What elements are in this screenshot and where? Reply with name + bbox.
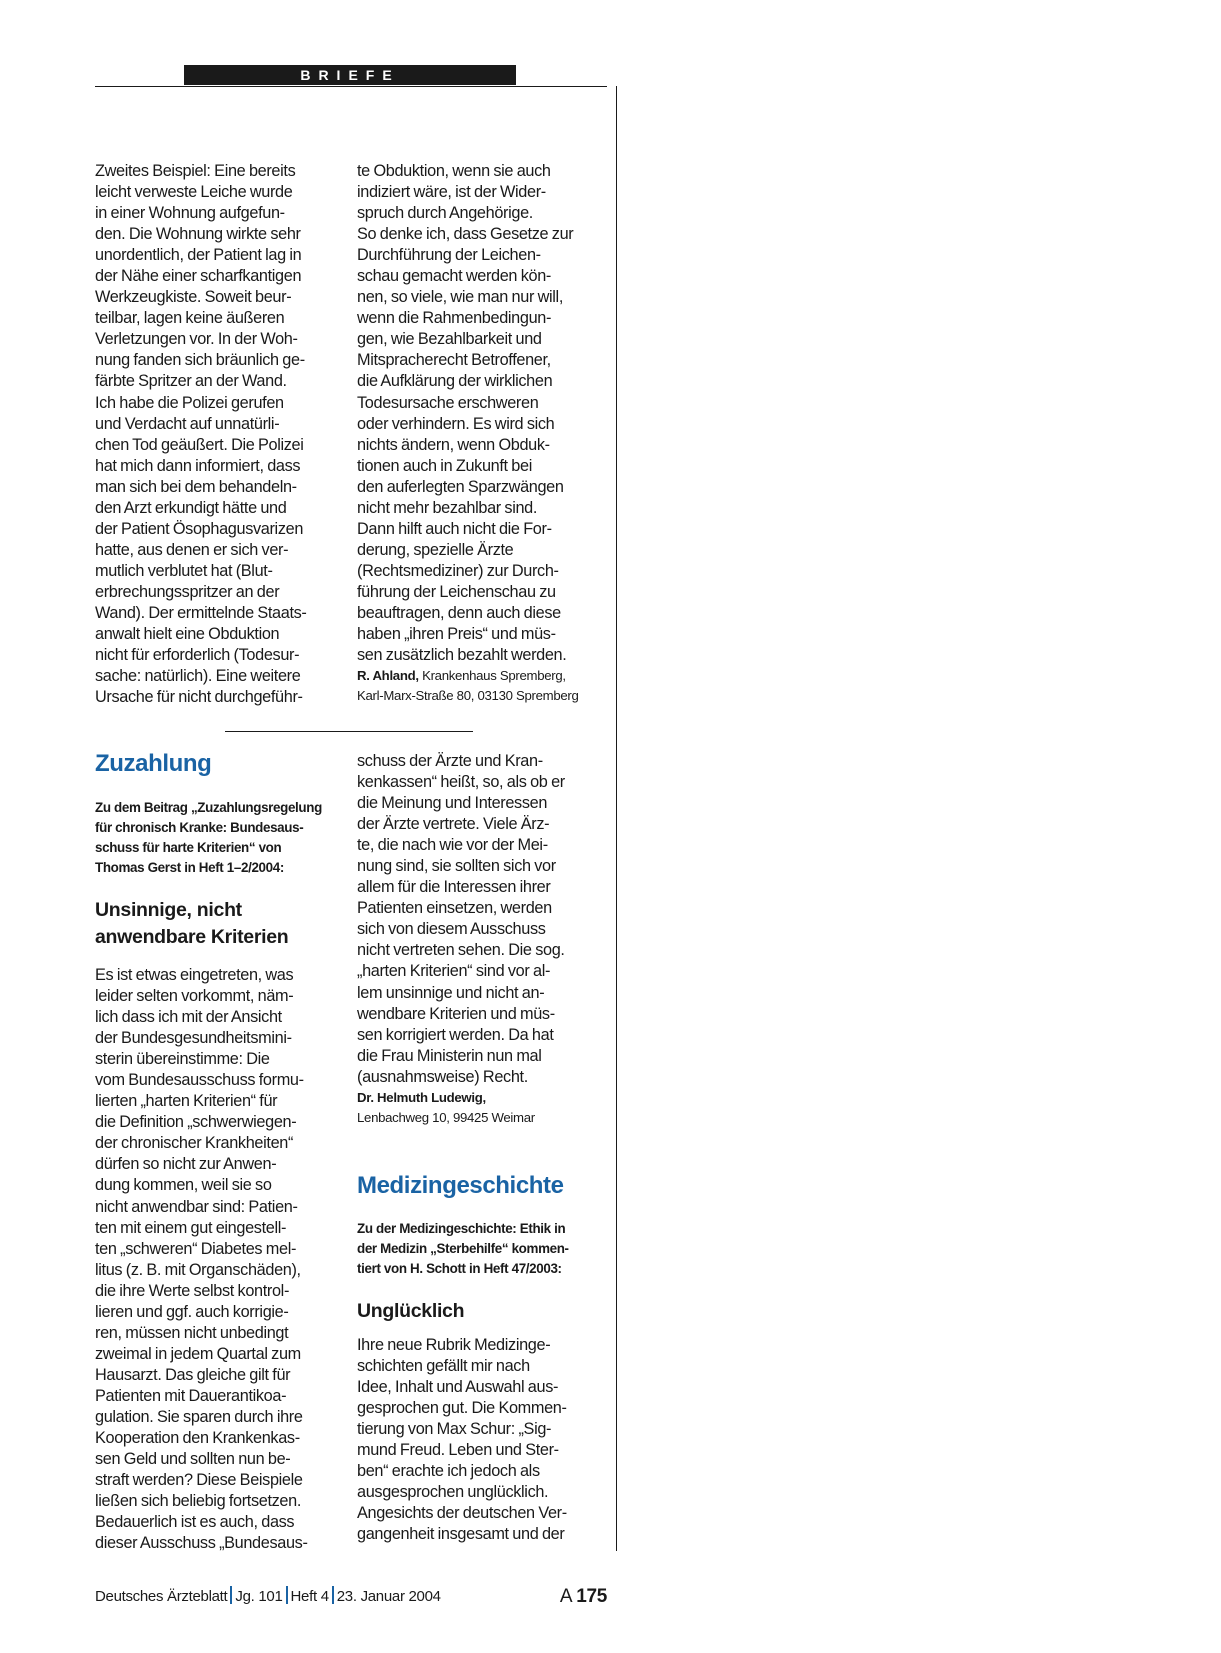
- text-line: vom Bundesausschuss formu-: [95, 1071, 304, 1090]
- letter-2-author-name: Dr. Helmuth Ludewig,: [357, 1089, 486, 1105]
- text-line: Es ist etwas eingetreten, was: [95, 966, 294, 984]
- text-line: tionen auch in Zukunft bei: [357, 456, 532, 475]
- text-line: „harten Kriterien“ sind vor al-: [357, 962, 551, 981]
- text-line: Ihre neue Rubrik Medizinge-: [357, 1336, 551, 1354]
- medizingeschichte-section: [357, 1172, 607, 1545]
- text-line: nicht für erforderlich (Todesur-: [95, 646, 300, 665]
- text-line: Ursache für nicht durchgeführ-: [95, 688, 303, 707]
- text-line: Zu der Medizingeschichte: Ethik in: [357, 1221, 566, 1236]
- text-line: der chronischer Krankheiten“: [95, 1134, 294, 1153]
- text-line: führung der Leichenschau zu: [357, 582, 556, 601]
- letter-1-text-b: [357, 161, 607, 666]
- text-line: indiziert wäre, ist der Wider-: [357, 183, 546, 202]
- text-line: nicht vertreten sehen. Die sog.: [357, 941, 565, 960]
- zuzahlung-text: [95, 965, 350, 1554]
- text-line: lieren und ggf. auch korrigie-: [95, 1302, 289, 1321]
- text-line: Patienten mit Dauerantikoa-: [95, 1386, 287, 1405]
- footer-separator: [286, 1586, 288, 1604]
- text-line: hat mich dann informiert, dass: [95, 456, 301, 475]
- section-divider: [225, 731, 473, 732]
- text-line: lem unsinnige und nicht an-: [357, 983, 545, 1002]
- text-line: Verletzungen vor. In der Woh-: [95, 330, 298, 349]
- text-line: den. Die Wohnung wirkte sehr: [95, 225, 301, 244]
- text-line: mund Freud. Leben und Ster-: [357, 1441, 559, 1460]
- letter-1-address: Karl-Marx-Straße 80, 03130 Spremberg: [357, 688, 579, 704]
- zuzahlung-title: Zuzahlung: [95, 750, 212, 777]
- text-line: der Nähe einer scharfkantigen: [95, 267, 302, 286]
- text-line: unordentlich, der Patient lag in: [95, 246, 302, 265]
- text-line: wenn die Rahmenbedingun-: [357, 309, 552, 328]
- text-line: der Ärzte vertrete. Viele Ärz-: [357, 815, 550, 834]
- text-line: nung sind, sie sollten sich vor: [357, 857, 556, 876]
- text-line: der Bundesgesundheitsmini-: [95, 1029, 292, 1048]
- text-line: So denke ich, dass Gesetze zur: [357, 225, 574, 244]
- medizingeschichte-intro: [357, 1219, 607, 1279]
- text-line: nicht anwendbar sind: Patien-: [95, 1197, 298, 1216]
- text-line: ben“ erachte ich jedoch als: [357, 1462, 540, 1481]
- text-line: spruch durch Angehörige.: [357, 204, 533, 223]
- letter-2-address: Lenbachweg 10, 99425 Weimar: [357, 1109, 535, 1125]
- text-line: sen korrigiert werden. Da hat: [357, 1025, 554, 1044]
- text-line: haben „ihren Preis“ und müs-: [357, 625, 556, 644]
- letter-1-column-1: [95, 161, 345, 708]
- text-line: schuss für harte Kriterien“ von: [95, 840, 282, 855]
- text-line: chen Tod geäußert. Die Polizei: [95, 435, 304, 454]
- text-line: die Definition „schwerwiegen-: [95, 1113, 297, 1132]
- text-line: Zweites Beispiel: Eine bereits: [95, 162, 296, 180]
- text-line: schichten gefällt mir nach: [357, 1357, 530, 1376]
- text-line: Bedauerlich ist es auch, dass: [95, 1513, 295, 1532]
- zuzahlung-intro: [95, 798, 350, 878]
- text-line: te, die nach wie vor der Mei-: [357, 836, 548, 855]
- letter-1-column-2: [357, 161, 607, 706]
- footer-date: 23. Januar 2004: [336, 1588, 441, 1605]
- text-line: nicht mehr bezahlbar sind.: [357, 498, 538, 517]
- text-line: sich von diesem Ausschuss: [357, 920, 546, 939]
- page-footer: [95, 1585, 607, 1609]
- text-line: sterin übereinstimme: Die: [95, 1050, 270, 1069]
- letter-1-affiliation: Krankenhaus Spremberg,: [418, 668, 566, 684]
- text-line: erbrechungsspritzer an der: [95, 582, 280, 601]
- text-line: man sich bei dem behandeln-: [95, 477, 297, 496]
- text-line: die Meinung und Interessen: [357, 794, 548, 813]
- text-line: (ausnahmsweise) Recht.: [357, 1067, 528, 1086]
- text-line: Werkzeugkiste. Soweit beur-: [95, 288, 292, 307]
- text-line: schau gemacht werden kön-: [357, 267, 551, 286]
- text-line: te Obduktion, wenn sie auch: [357, 162, 551, 180]
- text-line: die Frau Ministerin nun mal: [357, 1046, 542, 1065]
- text-line: den Arzt erkundigt hätte und: [95, 498, 287, 517]
- text-line: Angesichts der deutschen Ver-: [357, 1504, 567, 1523]
- text-line: in einer Wohnung aufgefun-: [95, 204, 285, 223]
- text-line: allem für die Interessen ihrer: [357, 878, 551, 897]
- header-rule: [95, 86, 607, 87]
- text-line: ausgesprochen unglücklich.: [357, 1483, 549, 1502]
- section-header-label: BRIEFE: [300, 67, 400, 83]
- text-line: sen Geld und sollten nun be-: [95, 1450, 291, 1469]
- text-line: Hausarzt. Das gleiche gilt für: [95, 1365, 291, 1384]
- text-line: derung, spezielle Ärzte: [357, 540, 514, 559]
- text-line: Patienten einsetzen, werden: [357, 899, 552, 918]
- text-line: und Verdacht auf unnatürli-: [95, 414, 280, 433]
- text-line: die ihre Werte selbst kontrol-: [95, 1281, 290, 1300]
- text-line: sache: natürlich). Eine weitere: [95, 667, 301, 686]
- text-line: schuss der Ärzte und Kran-: [357, 752, 543, 770]
- text-line: leider selten vorkommt, näm-: [95, 987, 294, 1006]
- text-line: färbte Spritzer an der Wand.: [95, 372, 287, 391]
- text-line: litus (z. B. mit Organschäden),: [95, 1260, 301, 1279]
- text-line: Dann hilft auch nicht die For-: [357, 519, 552, 538]
- text-line: der Medizin „Sterbehilfe“ kommen-: [357, 1241, 569, 1256]
- medizingeschichte-title: Medizingeschichte: [357, 1172, 564, 1199]
- text-line: tiert von H. Schott in Heft 47/2003:: [357, 1261, 562, 1276]
- text-line: gulation. Sie sparen durch ihre: [95, 1407, 303, 1426]
- medizingeschichte-subhead: Unglücklich: [357, 1300, 465, 1322]
- text-line: gangenheit insgesamt und der: [357, 1525, 565, 1544]
- text-line: lich dass ich mit der Ansicht: [95, 1008, 282, 1027]
- column-divider: [616, 86, 617, 1551]
- text-line: Zu dem Beitrag „Zuzahlungsregelung: [95, 800, 322, 815]
- text-line: (Rechtsmediziner) zur Durch-: [357, 561, 559, 580]
- letter-2-text-b: [357, 751, 607, 1088]
- text-line: oder verhindern. Es wird sich: [357, 414, 555, 433]
- page-number-value: 175: [576, 1586, 607, 1607]
- letter-1-signature: [357, 666, 607, 686]
- text-line: Idee, Inhalt und Auswahl aus-: [357, 1378, 559, 1397]
- text-line: dürfen so nicht zur Anwen-: [95, 1155, 277, 1174]
- text-line: ren, müssen nicht unbedingt: [95, 1323, 289, 1342]
- text-line: den auferlegten Sparzwängen: [357, 477, 564, 496]
- text-line: wendbare Kriterien und müs-: [357, 1004, 555, 1023]
- text-line: mutlich verblutet hat (Blut-: [95, 561, 273, 580]
- text-line: für chronisch Kranke: Bundesaus-: [95, 820, 304, 835]
- text-line: Todesursache erschweren: [357, 393, 539, 412]
- text-line: Ich habe die Polizei gerufen: [95, 393, 284, 412]
- text-line: Kooperation den Krankenkas-: [95, 1429, 300, 1448]
- text-line: die Aufklärung der wirklichen: [357, 372, 553, 391]
- page-prefix: A: [559, 1586, 572, 1607]
- text-line: lierten „harten Kriterien“ für: [95, 1092, 278, 1111]
- text-line: nichts ändern, wenn Obduk-: [357, 435, 550, 454]
- zuzahlung-subhead: [95, 897, 350, 951]
- text-line: zweimal in jedem Quartal zum: [95, 1344, 301, 1363]
- text-line: Mitspracherecht Betroffener,: [357, 351, 551, 370]
- footer-issue: Heft 4: [290, 1588, 329, 1605]
- text-line: anwalt hielt eine Obduktion: [95, 625, 280, 644]
- text-line: Wand). Der ermittelnde Staats-: [95, 603, 307, 622]
- footer-journal: Deutsches Ärzteblatt: [95, 1588, 228, 1605]
- text-line: gen, wie Bezahlbarkeit und: [357, 330, 542, 349]
- text-line: Durchführung der Leichen-: [357, 246, 541, 265]
- footer-volume: Jg. 101: [235, 1588, 283, 1605]
- section-header: [184, 65, 516, 85]
- letter-1-text-a: [95, 161, 345, 708]
- page-number: [560, 1585, 607, 1609]
- footer-separator: [230, 1586, 232, 1604]
- text-line: ten mit einem gut eingestell-: [95, 1218, 287, 1237]
- text-line: Unsinnige, nicht: [95, 899, 242, 921]
- text-line: beauftragen, denn auch diese: [357, 603, 561, 622]
- text-line: Thomas Gerst in Heft 1–2/2004:: [95, 860, 284, 875]
- letter-2-column-2: [357, 751, 607, 1128]
- medizingeschichte-text: [357, 1335, 607, 1545]
- text-line: dung kommen, weil sie so: [95, 1176, 272, 1195]
- text-line: anwendbare Kriterien: [95, 926, 289, 948]
- letter-1-author: R. Ahland,: [357, 668, 419, 684]
- text-line: ten „schweren“ Diabetes mel-: [95, 1239, 297, 1258]
- text-line: gesprochen gut. Die Kommen-: [357, 1399, 567, 1418]
- text-line: nen, so viele, wie man nur will,: [357, 288, 563, 307]
- text-line: sen zusätzlich bezahlt werden.: [357, 646, 567, 665]
- text-line: tierung von Max Schur: „Sig-: [357, 1420, 552, 1439]
- text-line: dieser Ausschuss „Bundesaus-: [95, 1534, 308, 1553]
- text-line: hatte, aus denen er sich ver-: [95, 540, 289, 559]
- zuzahlung-section: [95, 750, 350, 1554]
- text-line: leicht verweste Leiche wurde: [95, 183, 293, 202]
- text-line: der Patient Ösophagusvarizen: [95, 519, 304, 538]
- text-line: ließen sich beliebig fortsetzen.: [95, 1492, 302, 1511]
- text-line: straft werden? Diese Beispiele: [95, 1471, 303, 1490]
- text-line: teilbar, lagen keine äußeren: [95, 309, 285, 328]
- footer-separator: [332, 1586, 334, 1604]
- text-line: nung fanden sich bräunlich ge-: [95, 351, 305, 370]
- text-line: kenkassen“ heißt, so, als ob er: [357, 773, 565, 792]
- letter-2-author: [357, 1088, 607, 1108]
